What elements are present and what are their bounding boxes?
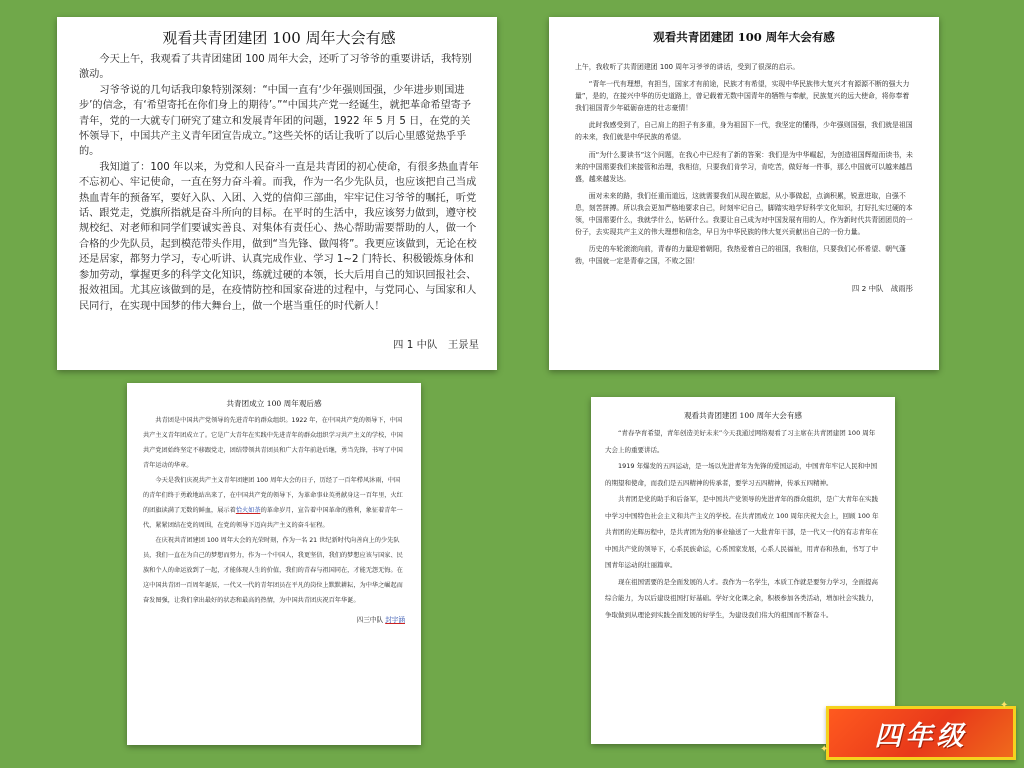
essay-paragraph: 习爷爷说的几句话我印象特别深刻：“中国一直有‘少年强则国强，少年进步则国进步’的信念，有‘希望寄托在你们身上的期待’。”“中国共产党一经诞生，就把革命希望寄予青年，党的一大就专门研究了建立和发展青年团的问题，1922 年 5 月 5 日，在党的关怀领导下，中国共产主义青年团宣告成立。”这些关怀的话让我听了以后心里感觉热乎乎的。 — [79, 84, 472, 158]
essay-title: 观看共青团建团 100 周年大会有感 — [162, 29, 396, 47]
signature-name: 封宇涵 — [385, 616, 405, 624]
underlined-phrase: 恰火如荼 — [235, 507, 261, 514]
essay-paragraph: 今天是我们庆祝共产主义青年团建团 100 周年大会的日子，历经了一百年栉风沐雨，中国的青年们终于勇敢地站出来了，在中国共产党的领导下，为革命事业英勇献身这一百年里，火红的团旗读满了无数的鲜血，展示着恰火如荼的革命岁月，宣告着中国革命的胜利，象征着青年一代，紧紧团结在党的周围，在党的领导下迈向共产主义的奋斗征程。 — [143, 477, 403, 529]
essay-paragraph: 我知道了：100 年以来，为党和人民奋斗一直是共青团的初心使命，有很多热血青年不忘初心、牢记使命，一直在努力奋斗着。而我，作为一名少先队员，也应该把自己当成热血青年的预备军，要好入队、入团、入党的信仰三部曲，牢牢记住习爷爷的嘱托，听党话、跟党走，党旗所指就是奋斗所向的目标。在平时的生活中，我应该努力做到，遵守校规校纪、对老师和同学们要诚实善良、对集体有责任心、热心帮助需要帮助的人，做一个合格的少先队员，起到模范带头作用，做到“当先锋、做闯将”。我更应该做到，无论在校还是居家，都努力学习，专心听讲、认真完成作业、学习 1~2 门特长、积极锻炼身体和参加劳动，掌握更多的科学文化知识，练就过硬的本领，长大后用自己的知识回报社会、报效祖国。尤其应该做到的是，在疫情防控和国家奋进的过程中，与党同心、与国家和人民同行，在实现中国梦的伟大舞台上，做一个堪当重任的时代新人！ — [79, 161, 479, 312]
essay-page-1 — [57, 17, 497, 370]
essay-paragraph: 共青团是中国共产党领导的先进青年的群众组织。1922 年，在中国共产党的领导下，中国共产主义青年团成立了。它是广大青年在实践中先进青年的群众组织学习共产主义的学校，中国共产党团始终坚定不移跟党走，团结带领共青团员和广大青年前赴后继，勇当先锋，书写了中国青年运动的华章。 — [143, 417, 403, 469]
sparkle-icon: ✦ — [1000, 700, 1009, 711]
signature-class: 四三中队 — [356, 616, 384, 624]
essay-signature: 四 1 中队 王景星 — [393, 338, 479, 351]
essay-paragraph: 1919 年爆发的五四运动，是一场以先进青年为先锋的爱国运动，中国青年牢记人民和中国的期望和使命，而我们是五四精神的传承者，要学习五四精神，传承五四精神。 — [605, 462, 878, 487]
essay-paragraph: 在庆祝共青团建团 100 周年大会的光荣时刻，作为一名 21 世纪新时代向善向上的少先队员，我们一直在为自己的梦想而努力，作为一个中国人，我更坚信，我们的梦想应该与国家、民族和个人的命运放到了一起，才能体现人生的价值，我们的青春与祖国同在，才能无怨无悔。在这中国共青团一百周年诞辰，一代又一代的青年团员在平凡的岗位上默默耕耘，为中华之崛起而奋发图强，让我们拿出最好的状态和最高的热情，为中国共青团庆祝百年华诞。 — [143, 537, 403, 604]
essay-paragraph: 面对未来的路，我们任重而道远，这就需要我们从现在做起，从小事做起，点滴积累，锐意进取，自强不息，刻苦拼搏。所以我会更加严格地要求自己，时刻牢记自己，脚踏实地学好科学文化知识，打好扎实过硬的本领，中国需要什么，我就学什么，钻研什么。我要让自己成为对中国发展有用的人，作为新时代共青团团员的一份子，去实现共产主义的伟大理想和信念，早日为中华民族的伟大复兴贡献出自己的一份力量。 — [575, 191, 913, 237]
essay-title: 观看共青团建团 100 周年大会有感 — [653, 30, 835, 44]
essay-signature — [143, 614, 405, 624]
essay-paragraph: 今天上午，我观看了共青团建团 100 周年大会，还听了习爷爷的重要讲话，我特别激动。 — [79, 54, 472, 81]
essay-paragraph: 共青团是党的助手和后备军，是中国共产党领导的先进青年的群众组织，是广大青年在实践中学习中国特色社会主义和共产主义的学校。在共青团成立 100 周年庆祝大会上，回顾 100 年共青团的光辉历程中，是共青团为党的事业输送了一大批青年干部，是一代又一代的有志青年在中国共产党的领导下，心系民族命运，心系国家发展，心系人民福祉，用青春和热血，书写了中国青年运动的壮丽篇章。 — [605, 495, 879, 569]
essay-page-4 — [591, 397, 895, 744]
sparkle-icon: ✦ — [820, 744, 829, 755]
essay-paragraph: 历史的车轮滚滚向前，青春的力量迎着朝阳，我热爱着自己的祖国，我相信，只要我们心怀希望、朝气蓬勃，中国就一定是青春之国，不败之国！ — [575, 245, 906, 266]
essay-title: 共青团成立 100 周年观后感 — [226, 399, 322, 408]
essay-paragraph: 上午，我收听了共青团建团 100 周年习爷爷的讲话，受到了很深的启示。 — [575, 63, 800, 71]
essay-paragraph: “青春孕育希望，青年创造美好未来”今天我通过网络观看了习主席在共青团建团 100 周年大会上的重要讲话。 — [605, 429, 876, 454]
essay-page-3 — [127, 383, 421, 745]
grade-label: 四年级 — [874, 720, 968, 752]
essay-title: 观看共青团建团 100 周年大会有感 — [683, 411, 803, 420]
essay-signature: 四 2 中队 战雨彤 — [851, 284, 913, 294]
essay-paragraph: 现在祖国需要的是全面发展的人才。我作为一名学生，本质工作就是要努力学习，全面提高综合能力，为以后建设祖国打好基础。学好文化课之余，积极参加各类活动，增加社会实践力，争取做到从理论到实践全面发展的好学生，为建设我们伟大的祖国而不断奋斗。 — [605, 577, 878, 619]
essay-paragraph: 此时我感受到了，自己肩上的担子有多重，身为祖国下一代，我坚定的懂得，少年强则国强，我们就是祖国的未来，我们就是中华民族的希望。 — [575, 121, 913, 142]
essay-paragraph: “青年一代有理想，有担当，国家才有前途，民族才有希望，实现中华民族伟大复兴才有源源不断的强大力量”，是的，在接兴中华的历史道路上，曾记载着无数中国青年的牺牲与奉献，民族复兴的远大使命，将你奉着我们祖国青少年砥砺奋进的壮志豪情！ — [575, 80, 910, 113]
grade-badge — [826, 706, 1016, 760]
essay-paragraph: 而“为什么要读书”这个问题，在我心中已经有了新的答案：我们是为中华崛起，为创造祖国辉煌而读书，未来的中国需要我们来接管和治理，我相信，只要我们肯学习，肯吃苦，做好每一件事，那么中国就可以越来越昌盛，越来越发达。 — [575, 150, 913, 183]
essay-page-2 — [549, 17, 939, 370]
